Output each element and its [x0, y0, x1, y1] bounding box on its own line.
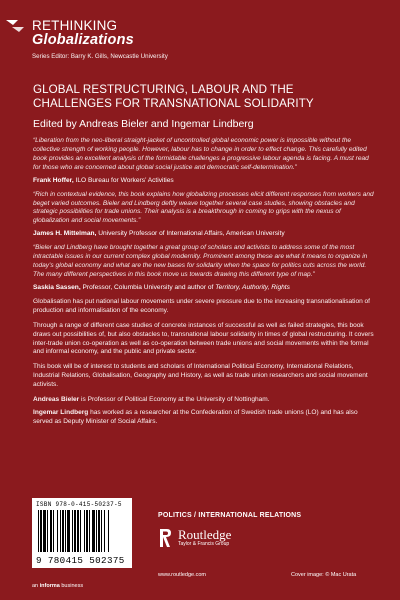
quote-affiliation: Professor, Columbia University and author of	[80, 283, 216, 291]
barcode-bar	[80, 510, 81, 552]
subject-category: POLITICS / INTERNATIONAL RELATIONS	[158, 512, 302, 519]
barcode-bar	[53, 510, 54, 552]
barcode-bar	[101, 510, 102, 552]
informa-business: an informa business	[32, 583, 84, 589]
quote-affiliation: University Professor of International Affairs, American University	[96, 230, 285, 238]
book-title	[33, 83, 378, 111]
editor-bio	[33, 396, 378, 405]
barcode-bar	[108, 510, 109, 552]
barcode-bar	[50, 510, 52, 552]
quote-text: “Bieler and Lindberg have brought together a great group of scholars and activists to address some of the most intractable issues in our current complex global modernity. Prominent among these are what it means to organize in today’s global economy and what are the new bases for solidarity when the space for politics cuts across the world. The many different perspectives in this book move us towards drawing this different type of map.”	[33, 244, 368, 278]
editor-bio	[33, 409, 378, 427]
description-paragraph: Through a range of different case studies of concrete instances of successful as well as failed strategies, this book draws out possibilities of, but also obstacles to, transnational labour solidarity in times of global restructuring. It covers inter-trade union co-operation as well as co-operation between trade unions and social movements within the formal and informal economy, and the public and private sector.	[33, 321, 374, 356]
description-paragraph: This book will be of interest to students and scholars of International Political Economy, International Relations, Industrial Relations, Globalisation, Geography and History, as well as trade union researchers and social movement activists.	[33, 363, 368, 389]
barcode-bar	[57, 510, 58, 552]
isbn-barcode	[32, 498, 132, 568]
quote-author: Frank Hoffer,	[33, 176, 74, 184]
barcode-bars-icon	[36, 510, 128, 552]
editor-bio-text: is Professor of Political Economy at the University of Nottingham.	[79, 396, 270, 404]
barcode-bar	[74, 510, 76, 552]
quote-attribution	[33, 283, 378, 292]
barcode-bar	[92, 510, 95, 552]
barcode-bar	[77, 510, 79, 552]
quote-attribution	[33, 229, 378, 238]
series-header	[32, 18, 168, 60]
isbn-label: ISBN 978-0-415-50237-5	[36, 501, 122, 508]
series-title-line1: RETHINKING	[32, 18, 118, 33]
barcode-bar	[60, 510, 61, 552]
blurb-content	[33, 137, 378, 431]
description-paragraph: Globalisation has put national labour movements under severe pressure due to the increasing transnationalisation of production and informalisation of the economy.	[33, 297, 371, 314]
quote-text: “Liberation from the neo-liberal straight-jacket of uncontrolled global economic power is impossible without the collective strength of working people. However, labour has to change in order to effect change. This carefully edited book provides an excellent analysis of the formidable challenges a progressive labour agenda is facing. A must read for those who are concerned about global social justice and democratic self-determination.”	[33, 137, 369, 171]
editor-bio-text: has worked as a researcher at the Confederation of Swedish trade unions (LO) and has also served as Deputy Minister of Social Affairs.	[33, 408, 358, 425]
routledge-logo-icon	[158, 528, 172, 548]
series-editor: Series Editor: Barry K. Gills, Newcastle University	[32, 53, 168, 60]
barcode-bar	[72, 510, 73, 552]
quote-author: James H. Mittelman,	[33, 230, 97, 238]
barcode-bar	[104, 510, 105, 552]
barcode-number: 9 780415 502375	[36, 555, 125, 566]
barcode-bar	[98, 510, 100, 552]
quote-author: Saskia Sassen,	[33, 283, 81, 291]
barcode-bar	[40, 510, 42, 552]
publisher-name: Routledge	[178, 527, 232, 542]
book-editors: Edited by Andreas Bieler and Ingemar Lindberg	[33, 118, 254, 130]
barcode-bar	[65, 510, 66, 552]
editor-bio-name: Ingemar Lindberg	[33, 408, 89, 416]
publisher-website: www.routledge.com	[158, 572, 206, 578]
barcode-bar	[43, 510, 46, 552]
barcode-bar	[84, 510, 85, 552]
barcode-bar	[67, 510, 70, 552]
series-title-line2: Globalizations	[32, 32, 134, 48]
barcode-bar	[62, 510, 64, 552]
quote-work-title: Territory, Authority, Rights	[215, 283, 290, 291]
publisher-group: Taylor & Francis Group	[178, 541, 230, 547]
cover-image-credit: Cover image: © Mac Urata	[291, 572, 357, 578]
barcode-bar	[86, 510, 88, 552]
barcode-bar	[47, 510, 48, 552]
quote-attribution	[33, 176, 378, 185]
quote-text: “Rich in contextual evidence, this book explains how globalizing processes elicit different responses from workers and beget varied outcomes. Bieler and Lindberg deftly weave together several case studies, showing obstacles and strategic possibilities for trade unions. Their analysis is a breakthrough in coming to grips with the nexus of globalization and social movements.”	[33, 190, 374, 225]
informa-brand: informa	[39, 583, 60, 589]
book-title-line2: CHALLENGES FOR TRANSNATIONAL SOLIDARITY	[33, 97, 314, 110]
barcode-bar	[89, 510, 90, 552]
series-logo-icon	[4, 18, 28, 38]
book-title-line1: GLOBAL RESTRUCTURING, LABOUR AND THE	[33, 83, 294, 96]
editor-bio-name: Andreas Bieler	[33, 396, 80, 404]
barcode-bar	[96, 510, 97, 552]
barcode-bar	[38, 510, 39, 552]
quote-affiliation: ILO Bureau for Workers’ Activities	[73, 176, 174, 184]
